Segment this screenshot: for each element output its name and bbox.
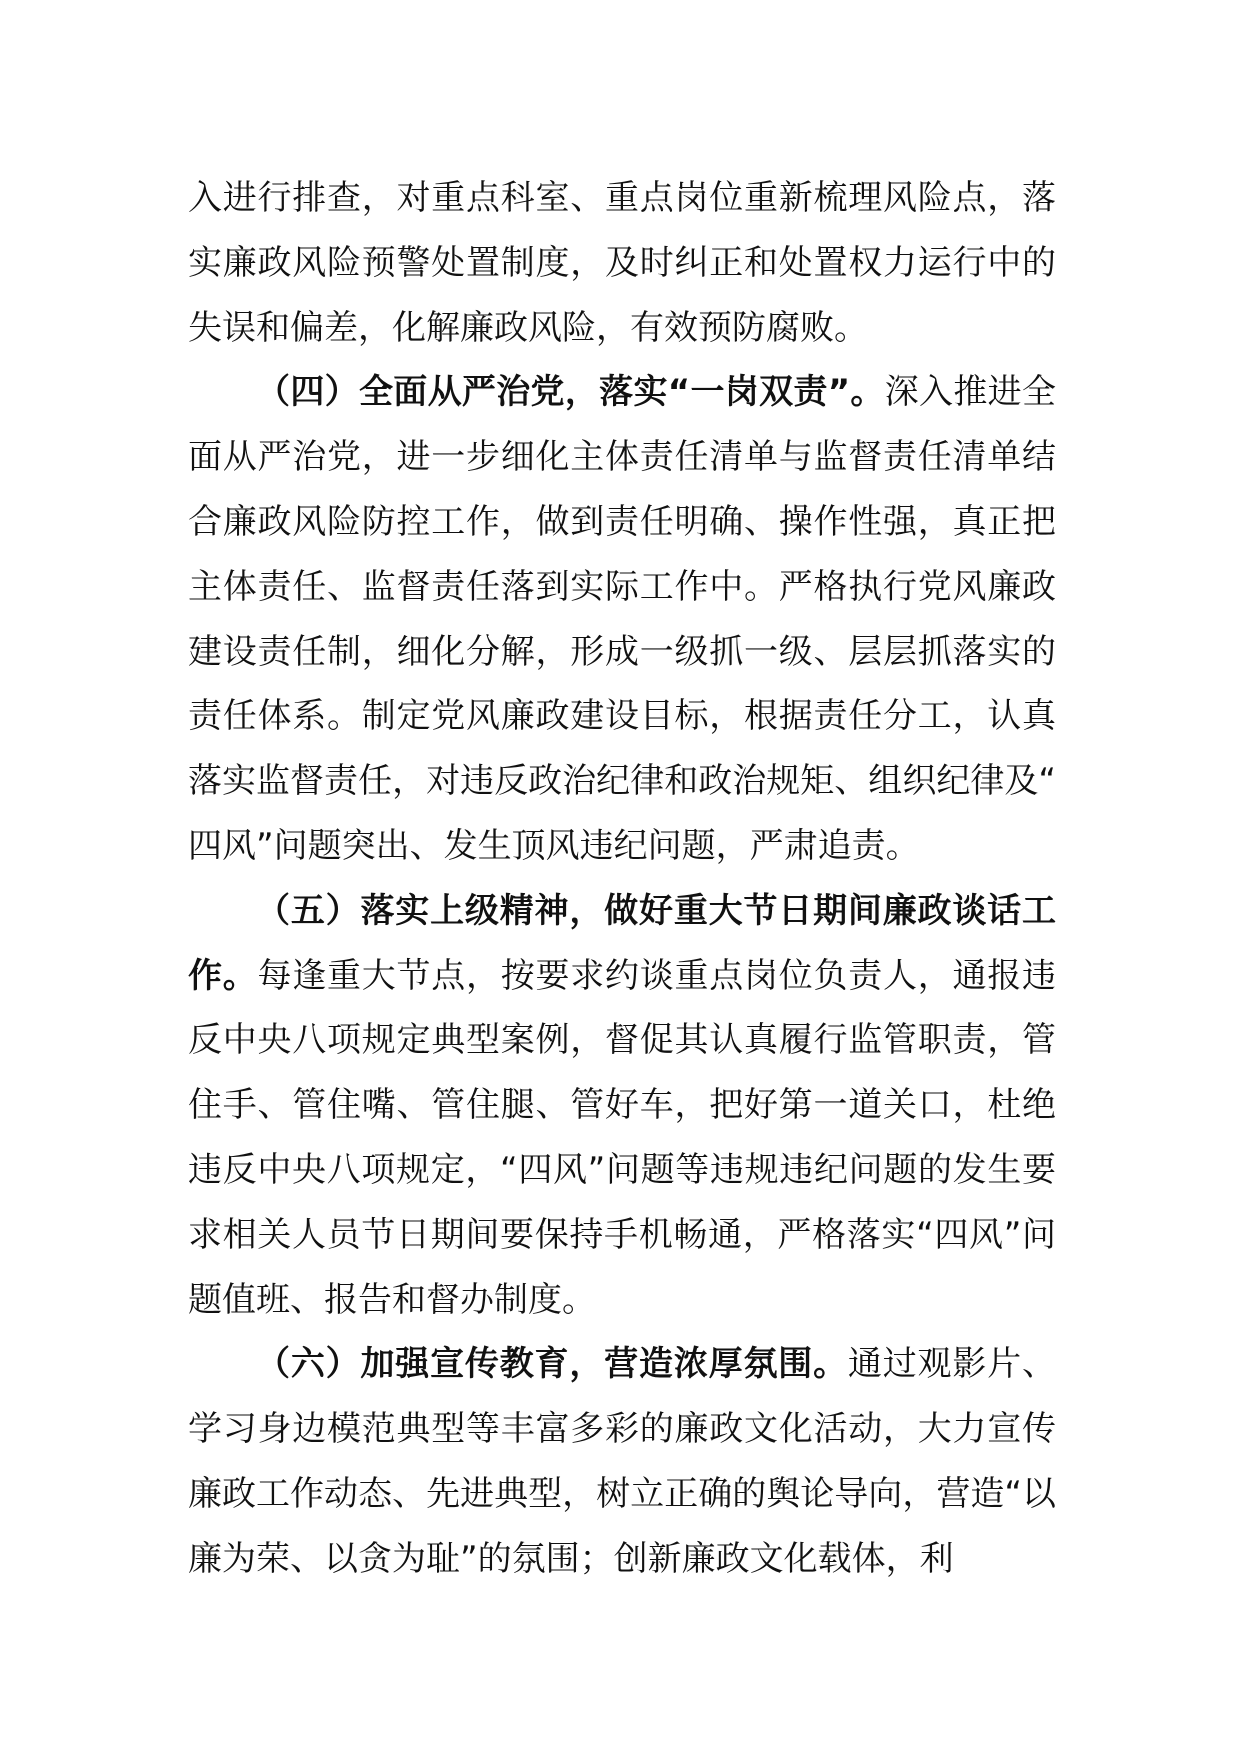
document-body (188, 166, 1056, 1592)
paragraph-text: 通过观影片、学习身边模范典型等丰富多彩的廉政文化活动，大力宣传廉政工作动态、先进典型，树立正确的舆论导向，营造“以廉为荣、以贪为耻”的氛围；创新廉政文化载体，利 (188, 1344, 1057, 1579)
paragraph-section-4 (188, 360, 1056, 878)
section-heading-4: （四）全面从严治党，落实“一岗双责”。 (256, 372, 885, 413)
section-heading-5: （五）落实上级精神，做好重大节日期间廉政谈话工作。 (188, 890, 1056, 996)
paragraph-text: 深入推进全面从严治党，进一步细化主体责任清单与监督责任清单结合廉政风险防控工作，做到责任明确、操作性强，真正把主体责任、监督责任落到实际工作中。严格执行党风廉政建设责任制，细化分解，形成一级抓一级、层层抓落实的责任体系。制定党风廉政建设目标，根据责任分工，认真落实监督责任，对违反政治纪律和政治规矩、组织纪律及“四风”问题突出、发生顶风违纪问题，严肃追责。 (188, 372, 1056, 866)
paragraph-text: 入进行排查，对重点科室、重点岗位重新梳理风险点，落实廉政风险预警处置制度，及时纠正和处置权力运行中的失误和偏差，化解廉政风险，有效预防腐败。 (188, 178, 1056, 348)
paragraph-section-6 (188, 1332, 1056, 1591)
paragraph-text: 每逢重大节点，按要求约谈重点岗位负责人，通报违反中央八项规定典型案例，督促其认真履行监管职责，管住手、管住嘴、管住腿、管好车，把好第一道关口，杜绝违反中央八项规定，“四风”问题等违规违纪问题的发生要求相关人员节日期间要保持手机畅通，严格落实“四风”问题值班、报告和督办制度。 (188, 955, 1056, 1320)
paragraph-continuation (188, 166, 1056, 360)
paragraph-section-5 (188, 879, 1056, 1333)
section-heading-6: （六）加强宣传教育，营造浓厚氛围。 (256, 1344, 848, 1385)
